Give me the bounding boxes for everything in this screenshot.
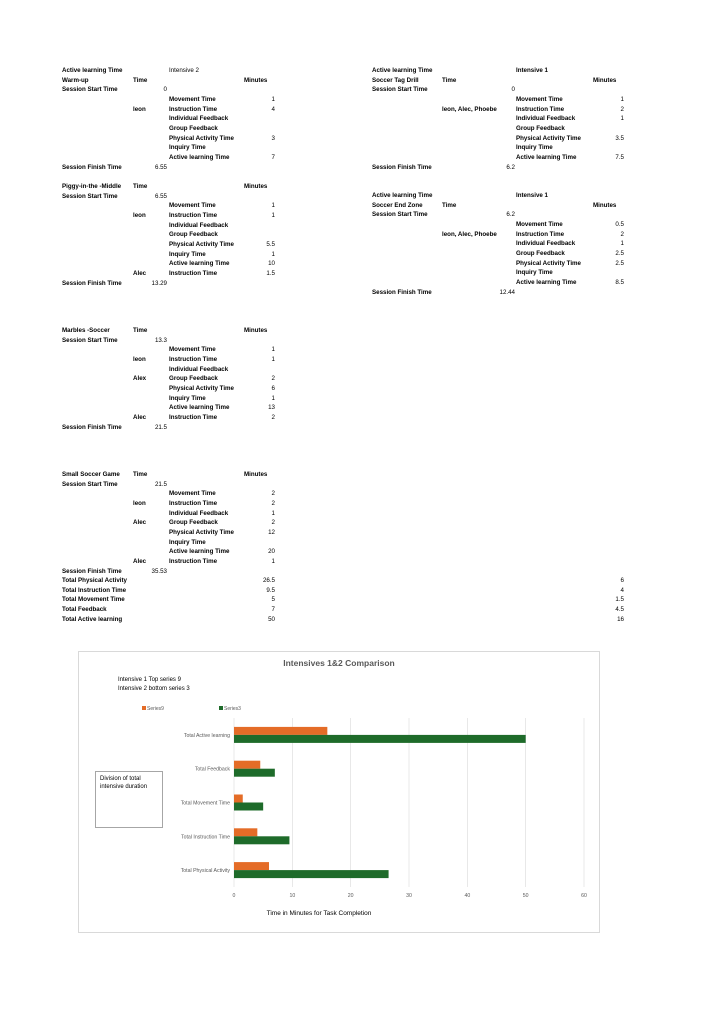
chart-title: Intensives 1&2 Comparison bbox=[283, 658, 395, 668]
division-text: Division of total intensive duration bbox=[100, 776, 148, 790]
cell-minutes: 1 bbox=[271, 355, 275, 363]
cell-minutes: 1 bbox=[271, 509, 275, 517]
cell-minutes: 0.5 bbox=[615, 220, 624, 228]
cell-activity: Intensive 1 bbox=[516, 67, 548, 74]
cell-label: Session Start Time bbox=[62, 480, 118, 488]
cell-person: Alex bbox=[133, 375, 147, 383]
cell-activity: Physical Activity Time bbox=[516, 134, 581, 142]
cell-person: Time bbox=[133, 327, 148, 334]
cell-time: 13.29 bbox=[151, 279, 167, 287]
cell-minutes: 20 bbox=[268, 548, 275, 556]
cell-minutes: 1 bbox=[271, 202, 275, 210]
cell-minutes: 7.5 bbox=[615, 153, 624, 161]
total-label: Total Active learning bbox=[62, 615, 123, 623]
cell-activity: Movement Time bbox=[169, 346, 216, 354]
cell-minutes: 1 bbox=[271, 394, 275, 402]
x-tick-label: 60 bbox=[581, 893, 587, 899]
x-tick-label: 10 bbox=[289, 893, 296, 899]
cell-activity: Inquiry Time bbox=[169, 250, 206, 258]
cell-label: Session Finish Time bbox=[62, 423, 122, 431]
total-intensive1: 4 bbox=[620, 586, 624, 594]
cell-minutes: 2 bbox=[271, 490, 275, 498]
cell-label: Active learning Time bbox=[62, 67, 123, 74]
cell-activity: Instruction Time bbox=[516, 105, 565, 113]
cell-label: Soccer End Zone bbox=[372, 201, 423, 209]
cell-activity: Group Feedback bbox=[516, 249, 565, 257]
cell-activity: Instruction Time bbox=[169, 269, 218, 277]
cell-time: 13.3 bbox=[154, 336, 167, 344]
y-category-label: Total Feedback bbox=[194, 766, 230, 773]
bar-series9 bbox=[234, 727, 327, 735]
bar-series3 bbox=[234, 735, 526, 743]
cell-label: Warm-up bbox=[62, 76, 89, 84]
cell-person: Alec bbox=[133, 557, 147, 565]
cell-minutes: 2.5 bbox=[615, 249, 624, 257]
cell-label: Active learning Time bbox=[372, 67, 433, 74]
bar-series3 bbox=[234, 769, 275, 777]
cell-minutes: 1 bbox=[620, 95, 624, 103]
cell-person: Alec bbox=[133, 519, 147, 527]
total-intensive2: 5 bbox=[271, 596, 275, 604]
legend-swatch-series9 bbox=[142, 706, 146, 710]
cell-label: Small Soccer Game bbox=[62, 471, 120, 478]
cell-activity: Intensive 1 bbox=[516, 192, 548, 199]
cell-minutes: 1 bbox=[271, 557, 275, 565]
bar-series3 bbox=[234, 836, 289, 844]
cell-activity: Physical Activity Time bbox=[169, 384, 234, 392]
cell-activity: Inquiry Time bbox=[516, 269, 553, 277]
cell-header: Minutes bbox=[244, 76, 268, 84]
cell-activity: Physical Activity Time bbox=[169, 528, 234, 536]
cell-activity: Active learning Time bbox=[169, 153, 230, 161]
cell-minutes: 13 bbox=[268, 404, 275, 412]
total-label: Total Physical Activity bbox=[62, 577, 127, 584]
x-tick-label: 20 bbox=[347, 893, 354, 899]
cell-activity: Movement Time bbox=[516, 95, 563, 103]
cell-activity: Inquiry Time bbox=[169, 538, 206, 546]
total-label: Total Feedback bbox=[62, 605, 107, 613]
cell-minutes: 2 bbox=[271, 375, 275, 383]
total-intensive2: 50 bbox=[268, 615, 275, 623]
cell-person: Time bbox=[133, 471, 148, 478]
x-tick-label: 0 bbox=[232, 893, 236, 899]
cell-activity: Physical Activity Time bbox=[169, 134, 234, 142]
chart-note-intensive2: Intensive 2 bottom series 3 bbox=[118, 686, 190, 692]
x-axis-label: Time in Minutes for Task Completion bbox=[266, 910, 372, 917]
bar-series9 bbox=[234, 761, 260, 769]
cell-label: Session Start Time bbox=[372, 86, 428, 94]
cell-minutes: 8.5 bbox=[615, 278, 624, 286]
cell-person: leon, Alec, Phoebe bbox=[442, 230, 497, 238]
cell-activity: Instruction Time bbox=[169, 105, 218, 113]
cell-activity: Active learning Time bbox=[516, 153, 577, 161]
x-tick-label: 30 bbox=[406, 893, 412, 899]
cell-person: Time bbox=[442, 201, 457, 209]
cell-minutes: 2 bbox=[620, 105, 624, 113]
cell-minutes: 4 bbox=[271, 105, 275, 113]
cell-person: Time bbox=[133, 76, 148, 84]
cell-header: Minutes bbox=[244, 327, 268, 334]
total-intensive2: 7 bbox=[271, 605, 275, 613]
cell-person: Alec bbox=[133, 413, 147, 421]
cell-activity: Movement Time bbox=[516, 220, 563, 228]
cell-activity: Movement Time bbox=[169, 95, 216, 103]
cell-minutes: 1 bbox=[620, 240, 624, 248]
cell-label: Session Finish Time bbox=[62, 163, 122, 171]
cell-minutes: 2 bbox=[271, 519, 275, 527]
cell-activity: Individual Feedback bbox=[516, 115, 576, 123]
cell-label: Session Start Time bbox=[372, 211, 428, 219]
cell-activity: Active learning Time bbox=[169, 260, 230, 268]
cell-time: 6.2 bbox=[506, 211, 515, 219]
cell-person: Alec bbox=[133, 269, 147, 277]
total-intensive1: 1.5 bbox=[615, 596, 624, 604]
total-intensive2: 9.5 bbox=[266, 586, 275, 594]
cell-time: 35.53 bbox=[151, 567, 167, 575]
x-tick-label: 40 bbox=[464, 893, 471, 899]
cell-activity: Active learning Time bbox=[169, 404, 230, 412]
cell-label: Session Start Time bbox=[62, 336, 118, 344]
cell-person: Time bbox=[133, 183, 148, 190]
cell-activity: Inquiry Time bbox=[169, 144, 206, 152]
cell-activity: Instruction Time bbox=[169, 355, 218, 363]
cell-header: Minutes bbox=[244, 471, 268, 478]
bar-series3 bbox=[234, 870, 389, 878]
bar-series3 bbox=[234, 803, 263, 811]
cell-activity: Individual Feedback bbox=[169, 365, 229, 373]
cell-activity: Individual Feedback bbox=[169, 115, 229, 123]
cell-header: Minutes bbox=[244, 183, 268, 190]
cell-person: leon bbox=[133, 211, 146, 219]
cell-time: 21.5 bbox=[154, 480, 167, 488]
cell-label: Session Start Time bbox=[62, 192, 118, 200]
y-category-label: Total Physical Activity bbox=[180, 868, 230, 875]
total-intensive1: 4.5 bbox=[615, 605, 624, 613]
cell-person: Time bbox=[442, 76, 457, 84]
total-label: Total Movement Time bbox=[62, 596, 125, 604]
cell-person: leon bbox=[133, 355, 146, 363]
cell-activity: Group Feedback bbox=[169, 231, 218, 239]
cell-activity: Active learning Time bbox=[169, 548, 230, 556]
cell-time: 0 bbox=[511, 86, 515, 94]
cell-minutes: 5.5 bbox=[266, 240, 275, 248]
total-intensive1: 6 bbox=[620, 577, 624, 584]
cell-minutes: 3.5 bbox=[615, 134, 624, 142]
cell-activity: Active learning Time bbox=[516, 278, 577, 286]
cell-label: Marbles -Soccer bbox=[62, 327, 110, 334]
cell-label: Session Finish Time bbox=[372, 288, 432, 296]
cell-person: leon bbox=[133, 105, 146, 113]
cell-minutes: 1.5 bbox=[266, 269, 275, 277]
cell-activity: Group Feedback bbox=[169, 519, 218, 527]
cell-header: Minutes bbox=[593, 76, 617, 84]
chart-note-intensive1: Intensive 1 Top series 9 bbox=[118, 677, 181, 683]
cell-activity: Physical Activity Time bbox=[516, 259, 581, 267]
legend-label-series9: Series9 bbox=[147, 706, 164, 712]
cell-time: 6.55 bbox=[154, 192, 167, 200]
y-category-label: Total Instruction Time bbox=[180, 834, 230, 841]
cell-time: 12.44 bbox=[499, 288, 515, 296]
cell-minutes: 1 bbox=[271, 211, 275, 219]
cell-activity: Instruction Time bbox=[169, 557, 218, 565]
cell-activity: Group Feedback bbox=[169, 375, 218, 383]
cell-activity: Instruction Time bbox=[516, 230, 565, 238]
cell-activity: Inquiry Time bbox=[516, 144, 553, 152]
cell-minutes: 1 bbox=[271, 346, 275, 354]
cell-minutes: 3 bbox=[271, 134, 275, 142]
cell-activity: Movement Time bbox=[169, 202, 216, 210]
total-intensive1: 16 bbox=[617, 615, 624, 623]
cell-activity: Individual Feedback bbox=[169, 509, 229, 517]
y-category-label: Total Movement Time bbox=[180, 800, 230, 807]
cell-minutes: 6 bbox=[271, 384, 275, 392]
cell-activity: Instruction Time bbox=[169, 413, 218, 421]
cell-label: Session Finish Time bbox=[62, 567, 122, 575]
cell-activity: Movement Time bbox=[169, 490, 216, 498]
cell-minutes: 2 bbox=[620, 230, 624, 238]
cell-activity: Individual Feedback bbox=[516, 240, 576, 248]
cell-activity: Intensive 2 bbox=[169, 67, 199, 74]
cell-minutes: 1 bbox=[271, 95, 275, 103]
total-intensive2: 26.5 bbox=[262, 577, 275, 584]
bar-series9 bbox=[234, 795, 243, 803]
cell-minutes: 1 bbox=[620, 115, 624, 123]
cell-header: Minutes bbox=[593, 201, 617, 209]
legend-swatch-series3 bbox=[219, 706, 223, 710]
cell-time: 21.5 bbox=[154, 423, 167, 431]
cell-minutes: 12 bbox=[268, 528, 275, 536]
cell-minutes: 2 bbox=[271, 413, 275, 421]
cell-activity: Group Feedback bbox=[516, 124, 565, 132]
cell-minutes: 10 bbox=[268, 260, 275, 268]
cell-minutes: 2 bbox=[271, 499, 275, 507]
x-tick-label: 50 bbox=[522, 893, 529, 899]
cell-minutes: 1 bbox=[271, 250, 275, 258]
cell-person: leon bbox=[133, 499, 146, 507]
chart-container[interactable] bbox=[78, 651, 600, 933]
bar-series9 bbox=[234, 828, 257, 836]
cell-label: Active learning Time bbox=[372, 192, 433, 199]
cell-time: 6.55 bbox=[154, 163, 167, 171]
cell-activity: Group Feedback bbox=[169, 124, 218, 132]
cell-activity: Instruction Time bbox=[169, 499, 218, 507]
cell-label: Soccer Tag Drill bbox=[372, 76, 419, 84]
cell-activity: Individual Feedback bbox=[169, 221, 229, 229]
bar-chart bbox=[79, 652, 599, 932]
cell-label: Piggy-in-the -Middle bbox=[62, 183, 122, 190]
cell-minutes: 7 bbox=[271, 153, 275, 161]
y-category-label: Total Active learning bbox=[183, 732, 230, 739]
bar-series9 bbox=[234, 862, 269, 870]
legend-label-series3: Series3 bbox=[224, 706, 241, 712]
cell-activity: Inquiry Time bbox=[169, 394, 206, 402]
cell-label: Session Finish Time bbox=[62, 279, 122, 287]
cell-activity: Instruction Time bbox=[169, 211, 218, 219]
cell-person: leon, Alec, Phoebe bbox=[442, 105, 497, 113]
cell-label: Session Start Time bbox=[62, 86, 118, 94]
cell-label: Session Finish Time bbox=[372, 163, 432, 171]
total-label: Total Instruction Time bbox=[62, 586, 127, 594]
cell-time: 0 bbox=[163, 86, 167, 94]
cell-minutes: 2.5 bbox=[615, 259, 624, 267]
cell-time: 6.2 bbox=[506, 163, 515, 171]
cell-activity: Physical Activity Time bbox=[169, 240, 234, 248]
